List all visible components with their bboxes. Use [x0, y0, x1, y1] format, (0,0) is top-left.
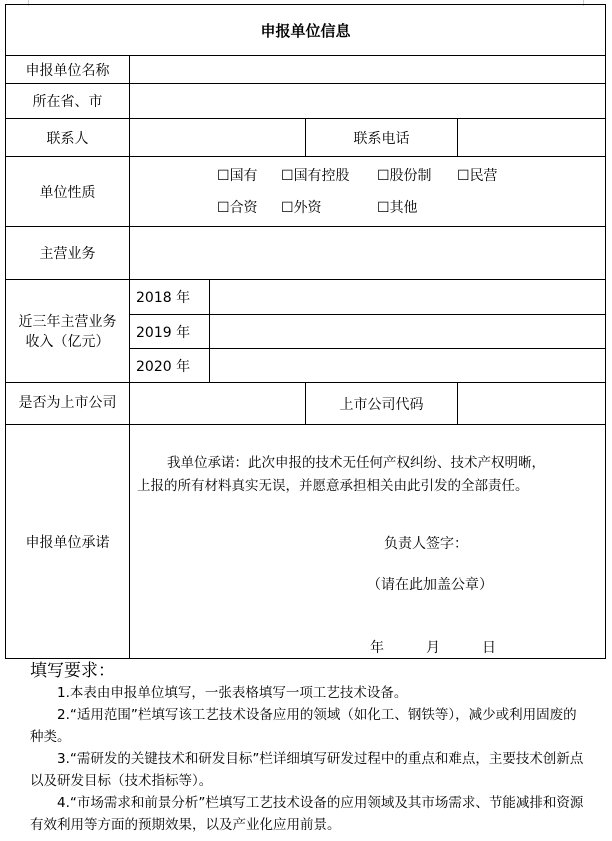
revenue-field[interactable] [209, 314, 606, 349]
date-day: 日 [482, 640, 496, 656]
label-stock-code: 上市公司代码 [305, 382, 458, 425]
revenue-field[interactable] [209, 348, 606, 383]
stock-code-field[interactable] [457, 382, 606, 425]
requirement-item: 2.“适用范围”栏填写该工艺技术设备应用的领域（如化工、钢铁等），减少或利用固废的种类。 [30, 707, 577, 745]
nature-cell [129, 156, 606, 227]
table-title: 申报单位信息 [5, 4, 606, 56]
unit-name-field[interactable] [129, 55, 606, 84]
sign-label: 负责人签字： [384, 536, 468, 552]
label-phone: 联系电话 [305, 118, 458, 157]
label-unit-name: 申报单位名称 [5, 55, 130, 84]
checkbox-option[interactable]: ☐国有 [217, 168, 258, 184]
checkbox-option[interactable]: ☐民营 [457, 168, 498, 184]
pledge-text: 我单位承诺：此次申报的技术无任何产权纠纷、技术产权明晰， [167, 455, 545, 471]
label-pledge: 申报单位承诺 [5, 424, 130, 659]
year-label: 2019 年 [129, 314, 210, 349]
label-contact: 联系人 [5, 118, 130, 157]
checkbox-option[interactable]: ☐股份制 [377, 168, 432, 184]
requirements-heading: 填写要求： [30, 661, 115, 681]
seal-note: （请在此加盖公章） [367, 577, 493, 593]
province-field[interactable] [129, 83, 606, 119]
checkbox-option[interactable]: ☐国有控股 [281, 168, 350, 184]
year-label: 2018 年 [129, 279, 210, 315]
label-business: 主营业务 [5, 226, 130, 280]
requirement-item: 1.本表由申报单位填写，一张表格填写一项工艺技术设备。 [57, 685, 408, 701]
checkbox-option[interactable]: ☐合资 [217, 200, 258, 216]
date-year: 年 [370, 640, 384, 656]
pledge-text: 上报的所有材料真实无误，并愿意承担相关由此引发的全部责任。 [137, 478, 529, 494]
date-month: 月 [426, 640, 440, 656]
requirement-item: 4.“市场需求和前景分析”栏填写工艺技术设备的应用领域及其市场需求、节能减排和资源有效利用等方面的预期效果，以及产业化应用前景。 [30, 795, 584, 833]
contact-field[interactable] [129, 118, 306, 157]
revenue-field[interactable] [209, 279, 606, 315]
label-listed: 是否为上市公司 [5, 382, 130, 425]
phone-field[interactable] [457, 118, 606, 157]
requirement-item: 3.“需研发的关键技术和研发目标”栏详细填写研发过程中的重点和难点，主要技术创新点以及研发目标（技术指标等）。 [30, 751, 584, 789]
checkbox-option[interactable]: ☐其他 [377, 200, 418, 216]
requirements [30, 660, 590, 836]
checkbox-option[interactable]: ☐外资 [281, 200, 322, 216]
label-revenue: 近三年主营业务收入（亿元） [5, 279, 130, 383]
label-nature: 单位性质 [5, 156, 130, 227]
listed-field[interactable] [129, 382, 306, 425]
label-province: 所在省、市 [5, 83, 130, 119]
business-field[interactable] [129, 226, 606, 280]
year-label: 2020 年 [129, 348, 210, 383]
